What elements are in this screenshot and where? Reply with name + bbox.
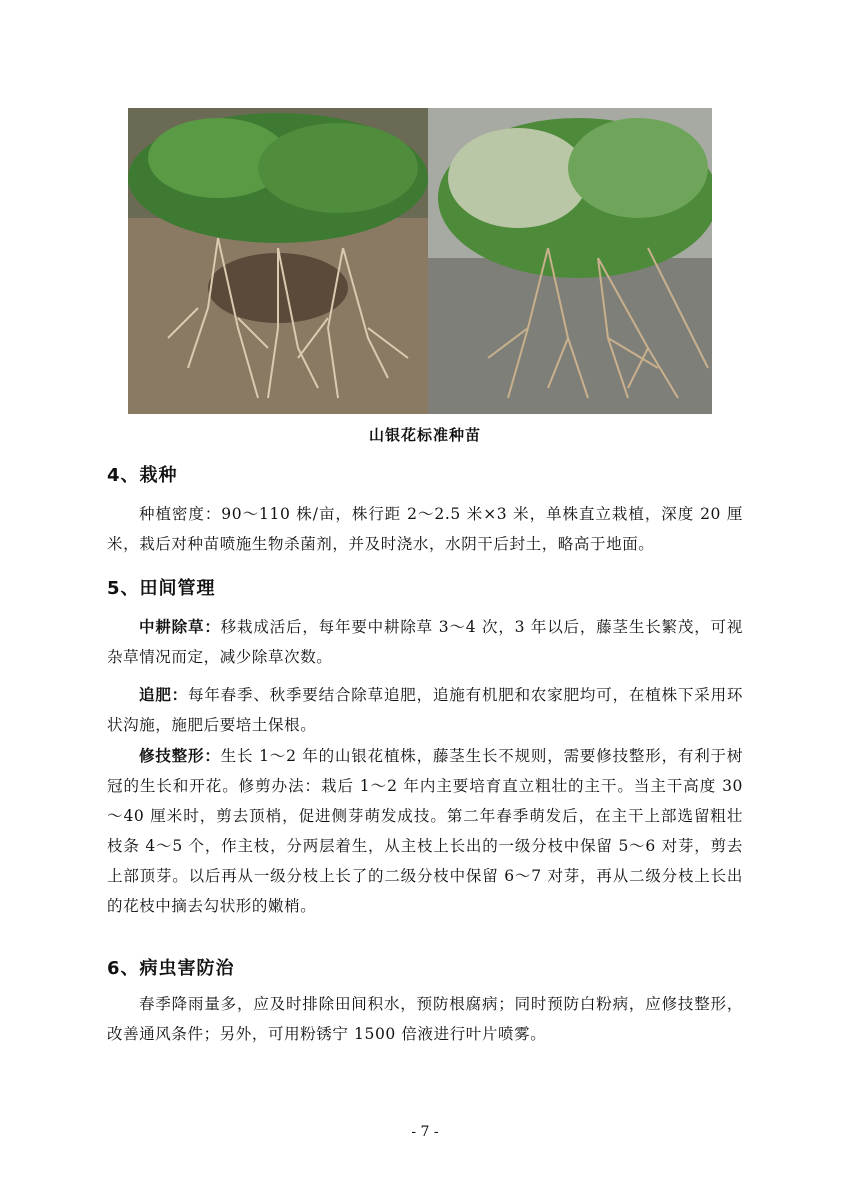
paragraph-text: 生长 1～2 年的山银花植株，藤茎生长不规则，需要修技整形，有利于树冠的生长和开花。修剪办法：栽后 1～2 年内主要培育直立粗壮的主干。当主干高度 30～40 厘米时，剪去顶梢，促进侧芽萌发成技。第二年春季萌发后，在主干上部选留粗壮枝条 4～5 个，作主枝，分两层着生，从主枝上长出的一级分枝中保留 5～6 对芽，剪去上部顶芽。以后再从一级分枝上长了的二级分枝中保留 6～7 对芽，再从二级分枝上长出的花枝中摘去勾状形的嫩梢。 — [107, 747, 743, 915]
page-number: - 7 - — [411, 1124, 439, 1140]
paragraph-lead: 修技整形： — [139, 747, 221, 765]
planting-paragraph — [107, 499, 743, 559]
fertilizing-paragraph — [107, 680, 743, 740]
section-heading-pest-control: 6、病虫害防治 — [107, 958, 235, 979]
pruning-paragraph — [107, 741, 743, 921]
paragraph-lead: 追肥： — [139, 686, 188, 704]
pest-control-paragraph — [107, 989, 743, 1049]
figure-caption: 山银花标准种苗 — [368, 426, 481, 444]
paragraph-text: 春季降雨量多，应及时排除田间积水，预防根腐病；同时预防白粉病，应修技整形，改善通风条件；另外，可用粉锈宁 1500 倍液进行叶片喷雾。 — [107, 995, 743, 1043]
paragraph-text: 每年春季、秋季要结合除草追肥，追施有机肥和农家肥均可，在植株下采用环状沟施，施肥后要培土保根。 — [107, 686, 743, 734]
seedling-photo — [128, 108, 712, 414]
paragraph-lead: 中耕除草： — [139, 618, 221, 636]
paragraph-text: 种植密度：90～110 株/亩，株行距 2～2.5 米×3 米，单株直立栽植，深度 20 厘米，栽后对种苗喷施生物杀菌剂，并及时浇水，水阴干后封土，略高于地面。 — [107, 505, 743, 553]
section-heading-planting: 4、栽种 — [107, 465, 178, 486]
section-heading-field-management: 5、田间管理 — [107, 578, 216, 599]
weeding-paragraph — [107, 612, 743, 672]
paragraph-text: 移栽成活后，每年要中耕除草 3～4 次，3 年以后，藤茎生长繁茂，可视杂草情况而定，减少除草次数。 — [107, 618, 743, 666]
